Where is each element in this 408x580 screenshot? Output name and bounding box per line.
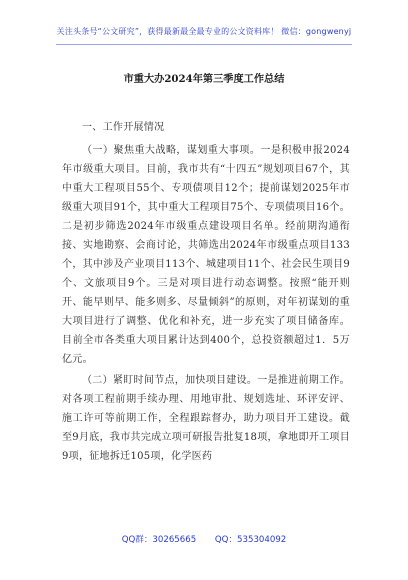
- paragraph-2: （二）紧盯时间节点，加快项目建设。一是推进前期工作。对各项工程前期手续办理、用地审批、规划选址、环评安评、施工许可等前期工作，全程跟踪督办，助力项目开工建设。截至9月底，我市共完成立项可研报告批复18项，拿地即开工项目9项，征地拆迁105项，化学医药: [62, 375, 350, 462]
- header-divider: [56, 44, 352, 45]
- contact-footer: [0, 533, 408, 545]
- document-body: [62, 118, 350, 466]
- paragraph-1: （一）聚焦重大战略，谋划重大事项。一是积极申报2024年市级重大项目。目前，我市共有“十四五”规划项目67个，其中重大工程项目55个、专项债项目12个；提前谋划2025年市级重大项目91个，其中重大工程项目75个、专项债项目16个。二是初步筛选2024年市级重点建设项目名单。经前期沟通衔接、实地勘察、会商讨论，共筛选出2024年市级重点项目133个，其中涉及产业项目113个、城建项目11个、社会民生项目9个、文旅项目9个。三是对项目进行动态调整。按照“能开则开、能早则早、能多则多、尽量倾斜”的原则，对年初谋划的重大项目进行了调整、优化和补充，进一步充实了项目储备库。目前全市各类重大项目累计达到400个，总投资额超过1．5万亿元。: [62, 145, 350, 365]
- qq-number: QQ：535304092: [214, 535, 287, 545]
- promo-header: 关注头条号“公文研究”，获得最新最全最专业的公文资料库！ 微信：gongwenyj: [56, 27, 352, 36]
- section-heading: 一、工作开展情况: [82, 122, 165, 133]
- document-title: 市重大办2024年第三季度工作总结: [123, 73, 285, 85]
- qq-group: QQ群：30265665: [121, 535, 197, 545]
